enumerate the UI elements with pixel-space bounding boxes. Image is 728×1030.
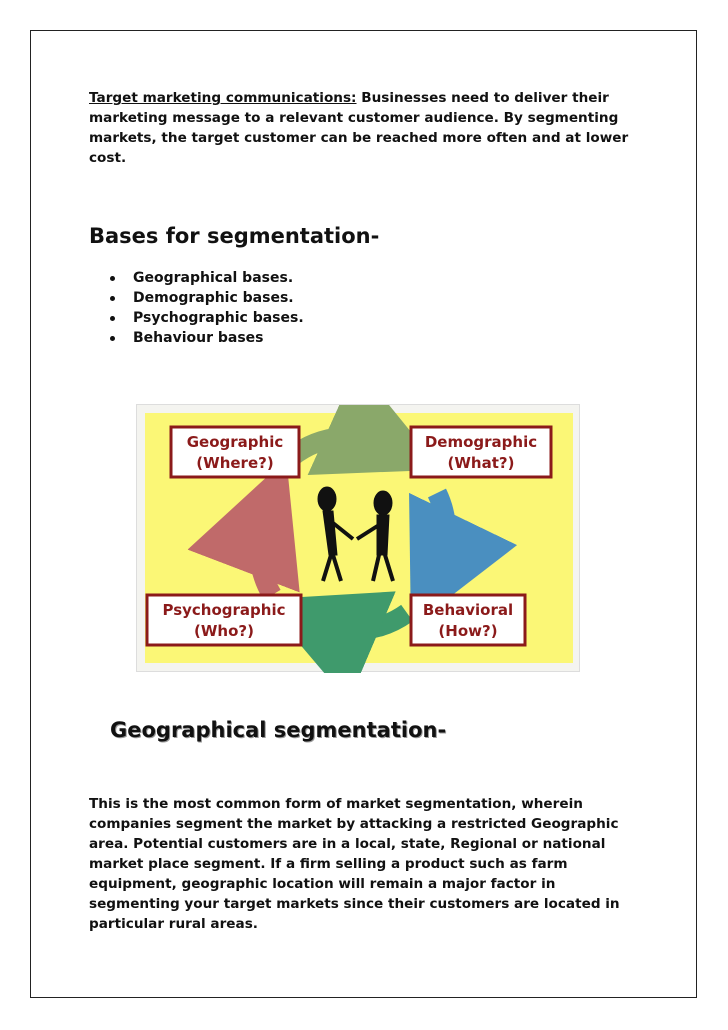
box-demographic-question: (What?) xyxy=(447,454,515,472)
geo-heading: Geographical segmentation- xyxy=(110,718,447,742)
intro-paragraph xyxy=(89,88,629,168)
box-psychographic-title: Psychographic xyxy=(162,601,286,619)
intro-text: Businesses need to deliver their marketing message to a relevant customer audience. By segmenting markets, the target customer can be reached more often and at lower cost. xyxy=(89,90,629,166)
diagram-svg xyxy=(137,405,581,673)
box-behavioral-title: Behavioral xyxy=(422,601,514,619)
bases-item-geographical: Geographical bases. xyxy=(106,268,304,288)
box-behavioral-question: (How?) xyxy=(438,622,498,640)
box-geographic-title: Geographic xyxy=(186,433,284,451)
bases-item-psychographic: Psychographic bases. xyxy=(106,308,304,328)
bases-item-behaviour: Behaviour bases xyxy=(106,328,304,348)
box-psychographic xyxy=(147,595,301,645)
geo-paragraph: This is the most common form of market segmentation, wherein companies segment the market by attacking a restricted Geographic area. Potential customers are in a local, state, Regional or national market place segment. If a firm selling a product such as farm equipment, geographic location will remain a major factor in segmenting your target markets since their customers are located in particular rural areas. xyxy=(89,796,620,932)
intro-lead: Target marketing communications: xyxy=(89,90,357,106)
bases-heading: Bases for segmentation- xyxy=(89,224,380,248)
box-behavioral xyxy=(411,595,525,645)
box-demographic xyxy=(411,427,551,477)
box-psychographic-question: (Who?) xyxy=(194,622,254,640)
bases-list xyxy=(106,268,304,348)
box-geographic-question: (Where?) xyxy=(196,454,274,472)
bases-item-demographic: Demographic bases. xyxy=(106,288,304,308)
box-demographic-title: Demographic xyxy=(424,433,538,451)
arrow-right xyxy=(437,493,446,573)
box-geographic xyxy=(171,427,299,477)
segmentation-diagram xyxy=(136,404,580,672)
